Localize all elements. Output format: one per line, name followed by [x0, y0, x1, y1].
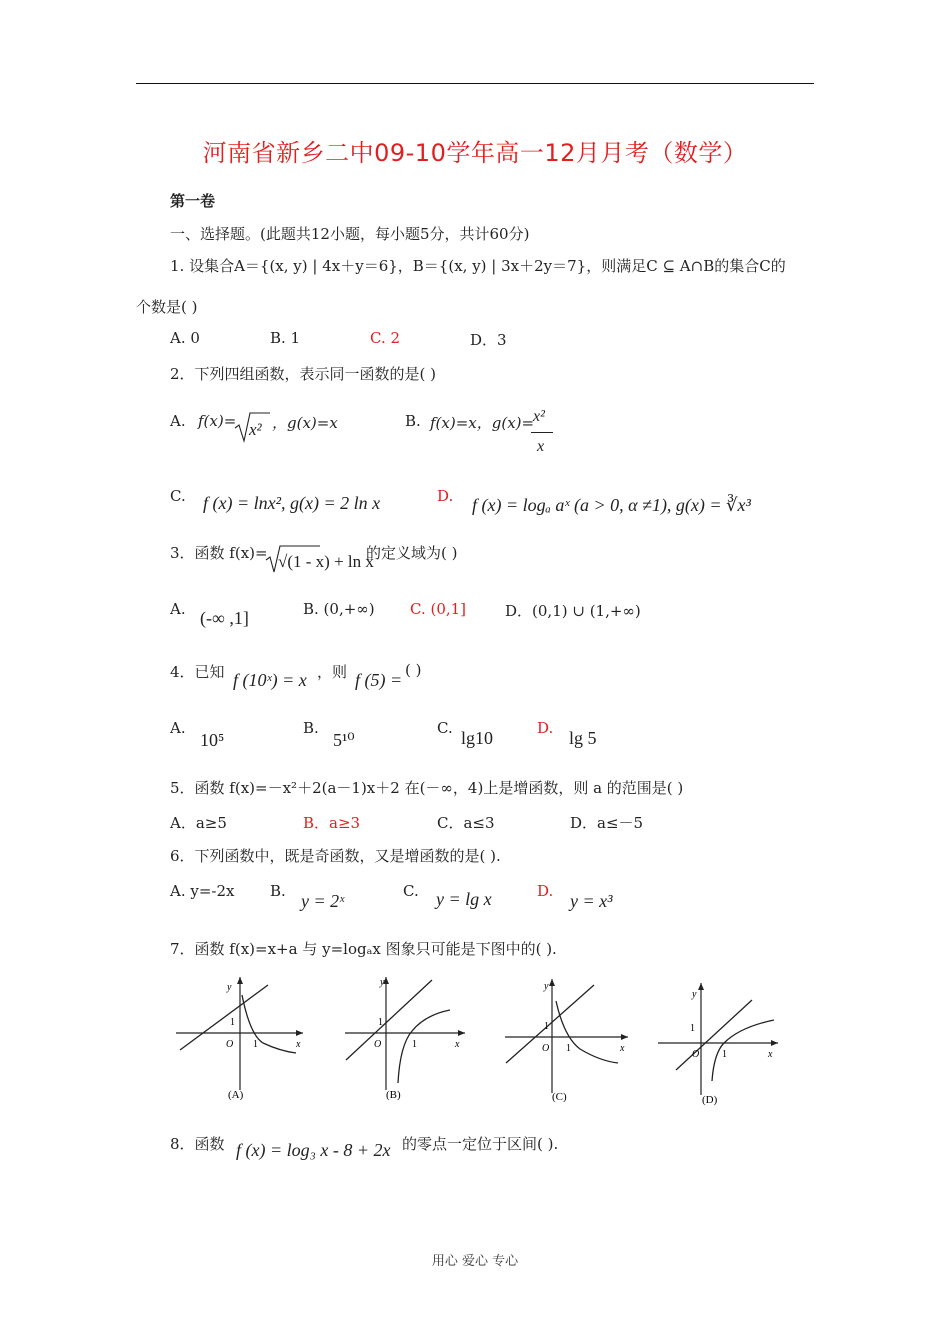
q4-stem-math2: f (5) =: [355, 670, 403, 690]
q4-b-label: B.: [303, 719, 319, 737]
graph-c-caption: (C): [552, 1091, 567, 1103]
graph-a: [176, 977, 303, 1101]
q3-stem-math: √(1 - x) + ln x: [278, 552, 374, 571]
q4-a-math: 10⁵: [200, 730, 225, 750]
graph-c: [505, 979, 628, 1103]
q1-option-b: B. 1: [270, 329, 301, 347]
section-heading: 第一卷: [170, 192, 216, 210]
q4-stem-a: 4．已知: [170, 663, 225, 681]
q3-stem-b: 的定义域为( ): [366, 544, 458, 562]
graph-b-axis-x: x: [455, 1039, 460, 1050]
q1-option-a: A. 0: [170, 329, 200, 347]
q4-stem-c: ( ): [405, 661, 422, 679]
graph-a-caption: (A): [228, 1089, 244, 1101]
graph-c-axis-x: x: [620, 1043, 625, 1054]
graph-b-axis-y: y: [380, 977, 385, 988]
header-rule: [136, 83, 814, 84]
page-footer: 用心 爱心 专心: [431, 1254, 519, 1269]
q2-c-math: f (x) = lnx², g(x) = 2 ln x: [203, 493, 381, 513]
graph-b: [345, 977, 465, 1101]
graph-b-caption: (B): [386, 1089, 401, 1101]
q2-b-fraction-bar: [531, 432, 553, 433]
graph-d-caption: (D): [702, 1094, 718, 1106]
q4-a-label: A.: [170, 719, 186, 737]
graph-a-axis-y: y: [227, 982, 232, 993]
q6-c-label: C.: [403, 882, 419, 900]
q8-stem-b: 的零点一定位于区间( ).: [402, 1135, 559, 1153]
q2-b-text: f(x)=x，g(x)=: [430, 414, 535, 432]
q7-graphs: [168, 965, 808, 1115]
q2-d-math: f (x) = logₐ aˣ (a > 0, α ≠1), g(x) = ∛x³: [472, 495, 751, 515]
part-heading: 一、选择题。(此题共12小题，每小题5分，共计60分): [170, 225, 530, 243]
q4-c-math: lg10: [461, 728, 494, 748]
q2-b-denominator: x: [537, 438, 545, 455]
q2-a-text: f(x)=: [198, 412, 237, 430]
q6-b-label: B.: [270, 882, 286, 900]
q6-d-label: D.: [537, 882, 554, 900]
q4-d-math: lg 5: [569, 728, 597, 748]
q8-stem-a: 8．函数: [170, 1135, 225, 1153]
q3-a-math: (-∞ ,1]: [200, 608, 249, 628]
q2-stem: 2．下列四组函数，表示同一函数的是( ): [170, 365, 437, 383]
q2-d-label: D.: [437, 487, 454, 505]
graph-b-one-y: 1: [378, 1017, 383, 1028]
q5-option-c: C．a≤3: [437, 814, 495, 832]
q6-d-math: y = x³: [570, 891, 613, 911]
graph-b-one-x: 1: [412, 1039, 417, 1050]
q1-option-c: C. 2: [370, 329, 401, 347]
graph-d-axis-x: x: [768, 1049, 773, 1060]
graph-c-origin: O: [542, 1043, 550, 1054]
q6-stem: 6．下列函数中，既是奇函数，又是增函数的是( ).: [170, 847, 501, 865]
graph-b-origin: O: [374, 1039, 382, 1050]
q8-stem-math: f (x) = log₃ x - 8 + 2x: [236, 1140, 391, 1160]
graph-a-one-x: 1: [253, 1039, 258, 1050]
q1-stem-line2: 个数是( ): [136, 298, 198, 316]
graph-c-one-y: 1: [544, 1021, 549, 1032]
graph-a-origin: O: [226, 1039, 234, 1050]
graph-d-origin: O: [692, 1049, 700, 1060]
q2-a-label: A.: [170, 412, 186, 430]
q2-b-label: B.: [405, 412, 421, 430]
q7-stem: 7．函数 f(x)=x+a 与 y=logₐx 图象只可能是下图中的( ).: [170, 940, 557, 958]
q1-stem-line1: 1. 设集合A＝{(x, y) | 4x＋y＝6}，B＝{(x, y) | 3x＋2y＝7}，则满足C ⊆ A∩B的集合C的: [170, 257, 786, 275]
graph-c-one-x: 1: [566, 1043, 571, 1054]
q3-option-b: B. (0,+∞): [303, 600, 375, 618]
q1-option-d: D．3: [470, 331, 507, 349]
q4-stem-b: ，则: [317, 663, 348, 681]
q3-a-label: A.: [170, 600, 186, 618]
q5-option-d: D．a≤－5: [570, 814, 644, 832]
document-title: 河南省新乡二中09-10学年高一12月月考（数学）: [202, 139, 748, 167]
q4-b-math: 5¹⁰: [333, 730, 355, 750]
q5-stem: 5．函数 f(x)=－x²＋2(a－1)x＋2 在(－∞，4)上是增函数，则 a 的范围是( ): [170, 779, 684, 797]
q4-d-label: D.: [537, 719, 554, 737]
graph-d-one-x: 1: [722, 1049, 727, 1060]
graph-d-axis-y: y: [692, 989, 697, 1000]
graph-c-axis-y: y: [544, 981, 549, 992]
q3-stem-a: 3．函数 f(x)=: [170, 544, 268, 562]
q6-c-math: y = lg x: [436, 889, 492, 909]
q2-c-label: C.: [170, 487, 186, 505]
q5-option-b: B．a≥3: [303, 814, 361, 832]
q6-b-math: y = 2ˣ: [301, 891, 345, 911]
q3-option-d: D．(0,1) ∪ (1,+∞): [505, 602, 641, 620]
q5-option-a: A．a≥5: [170, 814, 227, 832]
q4-c-label: C.: [437, 719, 453, 737]
graph-a-one-y: 1: [230, 1017, 235, 1028]
graph-d: [658, 983, 778, 1106]
q4-stem-math1: f (10ˣ) = x: [233, 670, 307, 690]
q2-a-radicand: x²: [249, 420, 262, 439]
graph-d-one-y: 1: [690, 1023, 695, 1034]
graph-a-axis-x: x: [296, 1039, 301, 1050]
q3-option-c: C. (0,1]: [410, 600, 467, 618]
q2-b-numerator: x²: [533, 408, 545, 425]
q6-option-a: A. y=-2x: [170, 882, 235, 900]
q2-a-tail: ，g(x)=x: [272, 414, 338, 432]
